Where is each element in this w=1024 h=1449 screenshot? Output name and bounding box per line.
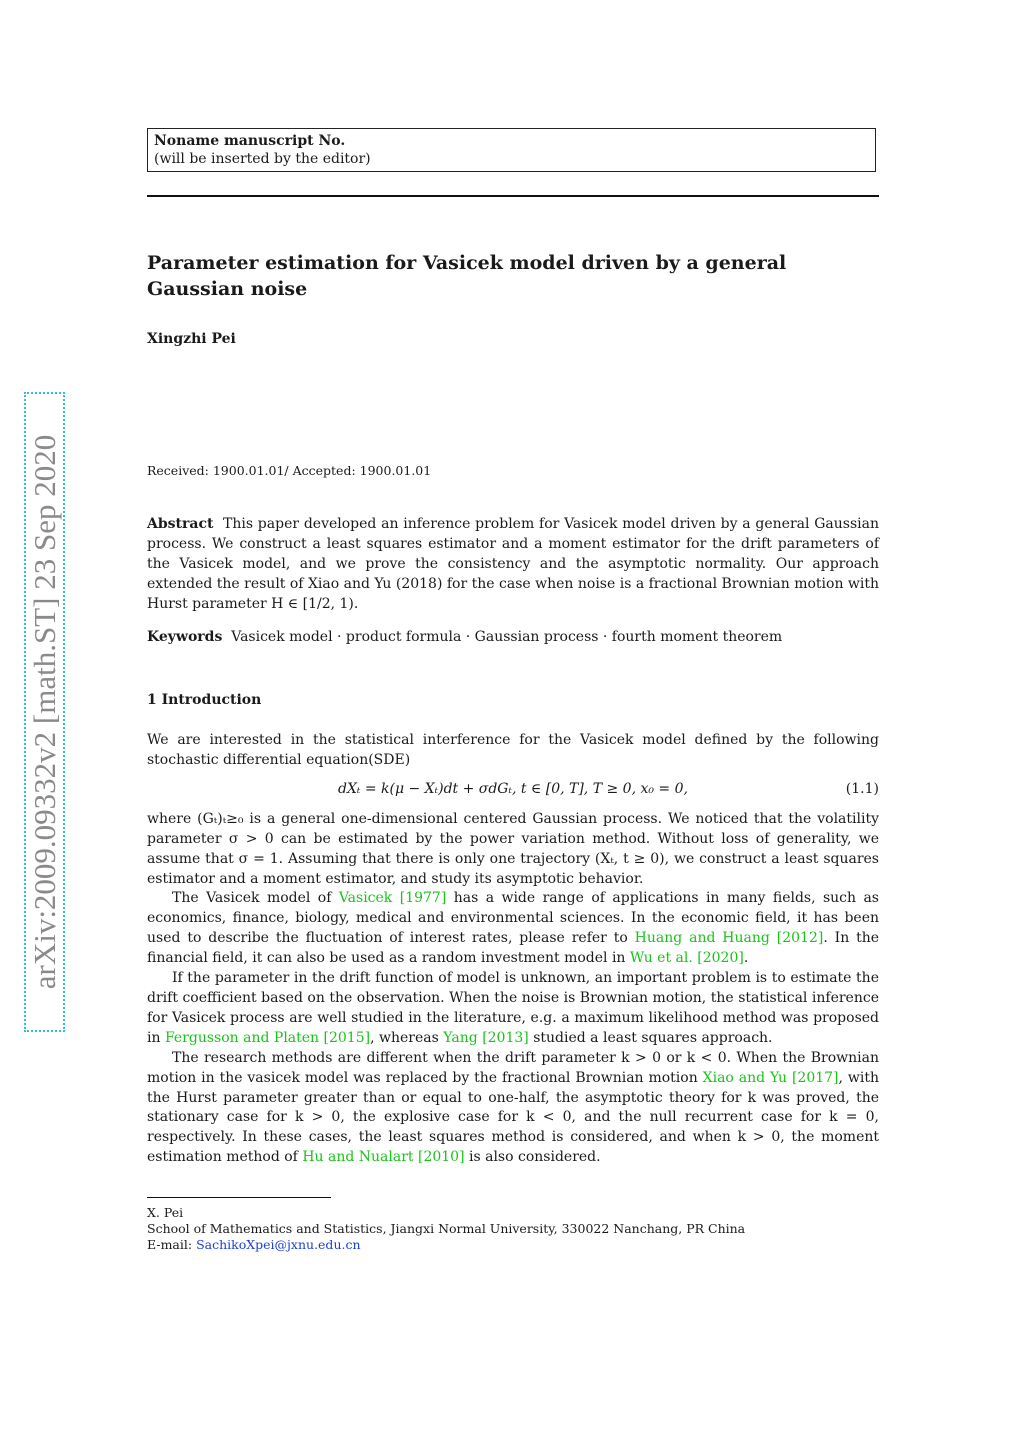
author-footnote — [147, 1205, 879, 1253]
citation-yang[interactable]: Yang — [443, 1029, 478, 1046]
intro-paragraph-5 — [147, 1049, 879, 1168]
intro-paragraph-4 — [147, 969, 879, 1049]
paper-title: Parameter estimation for Vasicek model driven by a general Gaussian noise — [147, 252, 787, 300]
text-span: If the parameter in the drift function of model is unknown, an important problem is to estimate the drift coefficient based on the observation. When the noise is Brownian motion, the statistical inference for Vasicek process are well studied in the literature, e.g. a maximum likelihood method was proposed in — [147, 970, 879, 1046]
intro-paragraph-3 — [147, 889, 879, 969]
footnote-email-line — [147, 1237, 879, 1253]
text-span: has a wide range of applications in many fields, such as economics, finance, biology, medical and environmental sciences. In the economic field, it has been used to describe the fluctuation of interest rates, please refer to — [147, 890, 879, 947]
equation-1-1 — [147, 771, 879, 810]
keywords-heading: Keywords — [147, 629, 223, 645]
citation-huang[interactable]: Huang and Huang — [634, 930, 770, 947]
citation-hu-nualart[interactable]: Hu and Nualart — [302, 1149, 414, 1166]
arxiv-stamp: arXiv:2009.09332v2 [math.ST] 23 Sep 2020 — [27, 434, 62, 990]
intro-paragraph-2: where (Gₜ)ₜ≥₀ is a general one-dimensional centered Gaussian process. We noticed that the volatility parameter σ > 0 can be estimated by the power variation method. Without loss of generality, we assume that σ = 1. Assuming that there is only one trajectory (Xₜ, t ≥ 0), we construct a least squares estimator and a moment estimator, and study its asymptotic behavior. — [147, 810, 879, 887]
text-span: . In the financial field, it can also be used as a random investment model in — [147, 930, 880, 967]
citation-hu-nualart-year[interactable]: [2010] — [417, 1149, 465, 1166]
text-span: . — [743, 950, 749, 967]
manuscript-number: Noname manuscript No. — [154, 133, 346, 149]
abstract-heading: Abstract — [147, 516, 214, 532]
abstract-text: This paper developed an inference problem for Vasicek model driven by a general Gaussian process. We construct a least squares estimator and a moment estimator for the drift parameters of the Vasicek model, and we prove the consistency and the asymptotic normality. Our approach extended the result of Xiao and Yu (2018) for the case when noise is a fractional Brownian motion with Hurst parameter H ∈ [1/2, 1). — [147, 516, 880, 612]
text-span: , with the Hurst parameter greater than or equal to one-half, the asymptotic theory for k was proved, the stationary case for k > 0, the explosive case for k < 0, and the null recurrent case for k = 0, respectively. In these cases, the least squares method is considered, and when k > 0, the moment estimation method of — [147, 1069, 879, 1166]
footnote-affiliation: School of Mathematics and Statistics, Jiangxi Normal University, 330022 Nanchang, PR China — [147, 1221, 746, 1236]
introduction-body — [147, 731, 879, 1168]
footnote-name: X. Pei — [147, 1205, 184, 1220]
editor-note: (will be inserted by the editor) — [154, 151, 371, 167]
citation-fergusson-year[interactable]: [2015] — [323, 1029, 371, 1046]
text-span: , whereas — [370, 1029, 444, 1046]
header-rule — [147, 195, 879, 197]
citation-vasicek[interactable]: Vasicek — [338, 890, 393, 907]
citation-huang-year[interactable]: [2012] — [776, 930, 824, 947]
equation-text: dXₜ = k(μ − Xₜ)dt + σdGₜ, t ∈ [0, T], T ≥ 0, x₀ = 0, — [338, 780, 688, 797]
citation-wu[interactable]: Wu et al. — [629, 950, 693, 967]
received-dates: Received: 1900.01.01/ Accepted: 1900.01.01 — [147, 463, 432, 478]
intro-paragraph-1: We are interested in the statistical interference for the Vasicek model defined by the following stochastic differential equation(SDE) — [147, 732, 879, 768]
email-label: E-mail: — [147, 1237, 197, 1252]
section-title-introduction: 1 Introduction — [147, 692, 262, 708]
citation-vasicek-year[interactable]: [1977] — [399, 890, 447, 907]
citation-xiao-yu[interactable]: Xiao and Yu — [702, 1069, 788, 1086]
footnote-rule — [147, 1197, 331, 1198]
email-link[interactable]: SachikoXpei@jxnu.edu.cn — [196, 1237, 361, 1252]
text-span: The research methods are different when the drift parameter k > 0 or k < 0. When the Brownian motion in the vasicek model was replaced by the fractional Brownian motion — [147, 1049, 879, 1086]
author-name: Xingzhi Pei — [147, 331, 236, 347]
citation-yang-year[interactable]: [2013] — [482, 1029, 529, 1046]
equation-number: (1.1) — [845, 780, 879, 797]
keywords-text: Vasicek model · product formula · Gaussian process · fourth moment theorem — [231, 629, 783, 645]
keywords — [147, 627, 879, 647]
citation-wu-year[interactable]: [2020] — [697, 950, 744, 967]
text-span: studied a least squares approach. — [528, 1029, 773, 1046]
text-span: The Vasicek model of — [172, 890, 339, 907]
text-span: is also considered. — [464, 1149, 601, 1166]
citation-fergusson[interactable]: Fergusson and Platen — [164, 1029, 320, 1046]
citation-xiao-yu-year[interactable]: [2017] — [791, 1069, 839, 1086]
abstract — [147, 515, 879, 615]
manuscript-header-box — [147, 128, 876, 172]
